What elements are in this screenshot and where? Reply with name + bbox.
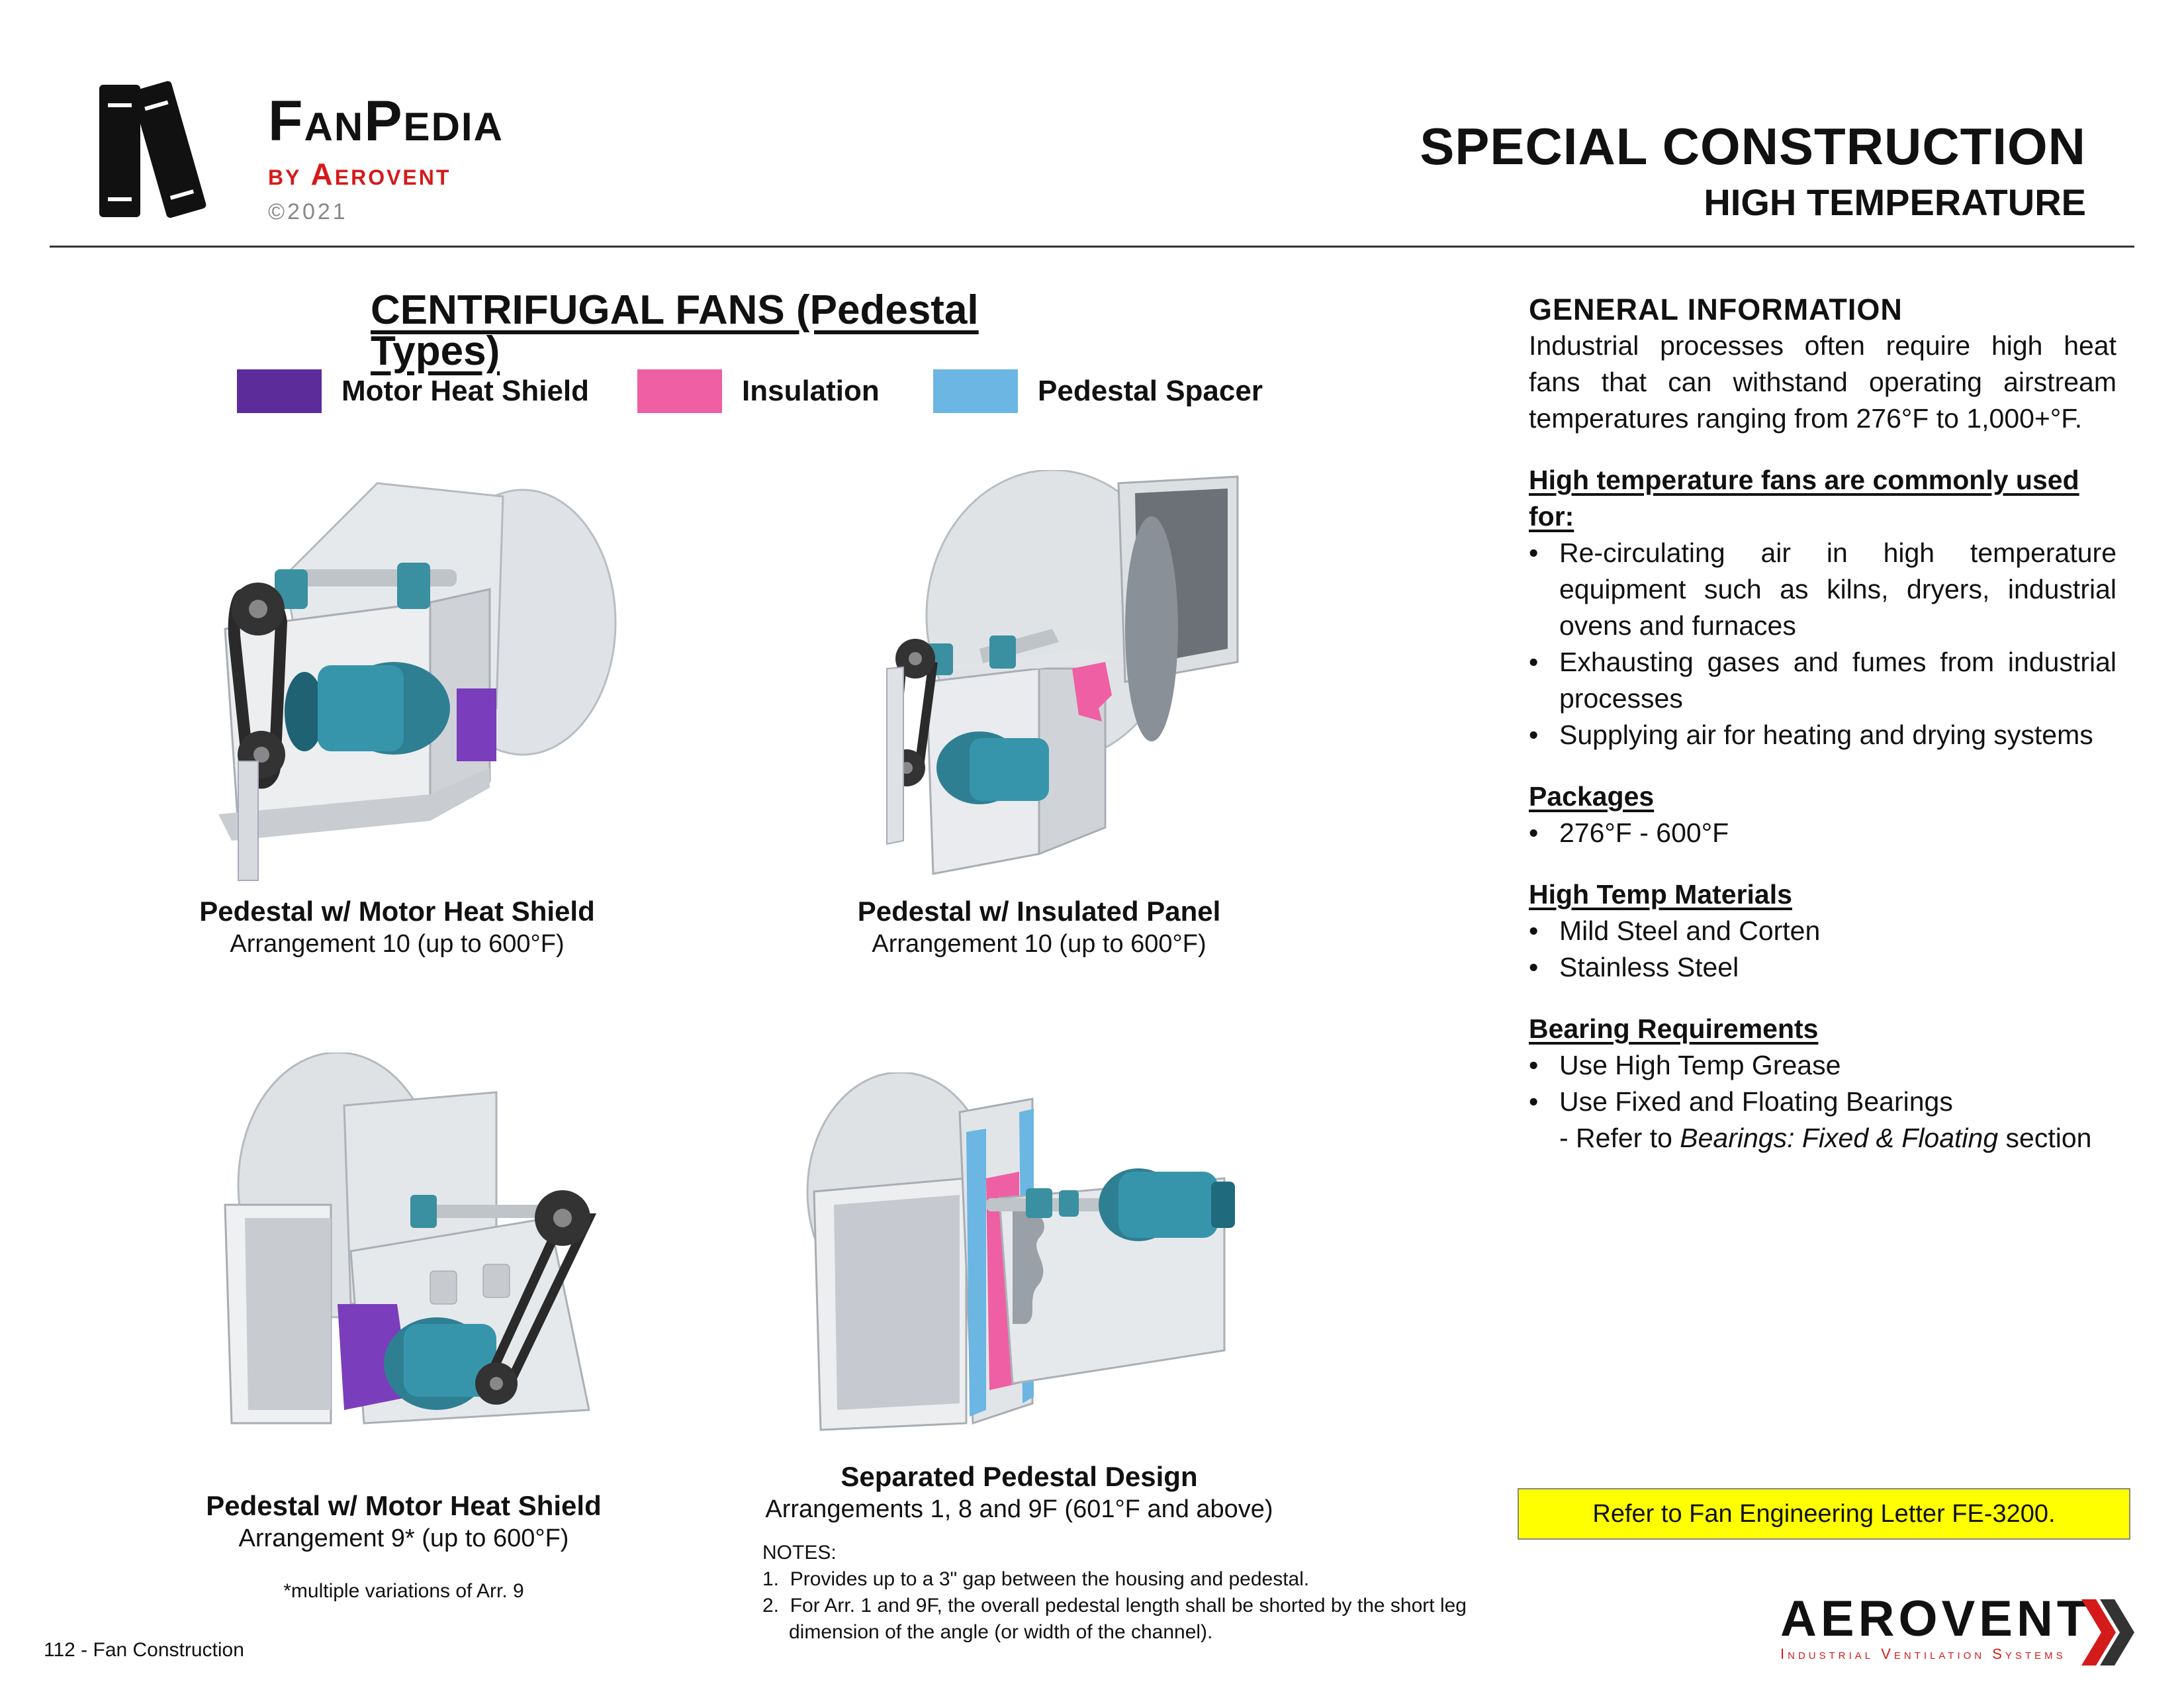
fan-3-title: Pedestal w/ Motor Heat Shield	[206, 1490, 602, 1521]
note-2-cont: dimension of the angle (or width of the channel).	[789, 1621, 1213, 1643]
fan-1-title: Pedestal w/ Motor Heat Shield	[199, 896, 595, 927]
fan-4-subtitle: Arrangements 1, 8 and 9F (601°F and above)	[765, 1495, 1273, 1523]
legend-swatch	[237, 369, 322, 413]
legend-label: Insulation	[742, 375, 880, 407]
packages-heading: Packages	[1529, 781, 1655, 812]
general-info-line: temperatures ranging from 276°F to 1,000+°F.	[1529, 403, 2083, 434]
list-item: • Use Fixed and Floating Bearings	[1529, 1084, 2116, 1120]
books-logo-icon	[96, 78, 235, 224]
legend-swatch	[637, 369, 722, 413]
list-item: • Supplying air for heating and drying systems	[1529, 717, 2116, 753]
fan-2-subtitle: Arrangement 10 (up to 600°F)	[872, 930, 1206, 958]
legend-item-motor-heat-shield	[237, 369, 589, 413]
legend-item-insulation	[637, 369, 880, 413]
fan-arr9-motor-heat-shield-image	[218, 1053, 622, 1450]
refer-letter-box: Refer to Fan Engineering Letter FE-3200.	[1518, 1488, 2130, 1540]
brand-name: FanPedia	[268, 89, 504, 153]
aerovent-logo-text: AEROVENT	[1780, 1591, 2092, 1647]
legend-label: Motor Heat Shield	[341, 375, 590, 407]
note-2: 2. For Arr. 1 and 9F, the overall pedestal length shall be shorted by the short leg	[762, 1595, 1467, 1617]
uses-heading: High temperature fans are commonly used for:	[1529, 465, 2079, 532]
fan-separated-pedestal-image	[801, 1072, 1251, 1443]
fan-arr10-motor-heat-shield-image	[212, 470, 635, 894]
bearing-reference: - Refer to Bearings: Fixed & Floating section	[1559, 1123, 2092, 1153]
list-item: • Stainless Steel	[1529, 949, 2116, 986]
general-info-line: fans that can withstand operating airstream	[1529, 367, 2116, 397]
list-item: • Exhausting gases and fumes from industrial processes	[1529, 644, 2116, 717]
bearing-heading: Bearing Requirements	[1529, 1013, 1819, 1044]
list-item: • Mild Steel and Corten	[1529, 913, 2116, 949]
legend-item-pedestal-spacer	[933, 369, 1263, 413]
materials-heading: High Temp Materials	[1529, 879, 1792, 910]
aerovent-chevron-icon	[2081, 1599, 2134, 1665]
page-footer-label: 112 - Fan Construction	[44, 1639, 244, 1661]
notes-heading: NOTES:	[762, 1542, 837, 1564]
legend-swatch	[933, 369, 1018, 413]
brand-byline: by Aerovent	[268, 157, 451, 191]
fan-4-title: Separated Pedestal Design	[841, 1461, 1198, 1492]
section-title: CENTRIFUGAL FANS (Pedestal Types)	[371, 287, 979, 374]
aerovent-tagline: Industrial Ventilation Systems	[1780, 1646, 2066, 1662]
fan-3-subtitle: Arrangement 9* (up to 600°F)	[238, 1524, 569, 1552]
fan-2-title: Pedestal w/ Insulated Panel	[857, 896, 1221, 927]
page-title: SPECIAL CONSTRUCTION	[1420, 117, 2086, 175]
list-item: • 276°F - 600°F	[1529, 815, 2116, 851]
list-item: • Use High Temp Grease	[1529, 1047, 2116, 1084]
legend-label: Pedestal Spacer	[1038, 375, 1263, 407]
note-1: 1. Provides up to a 3" gap between the housing and pedestal.	[762, 1568, 1310, 1590]
header-divider	[50, 246, 2134, 248]
copyright: ©2021	[268, 199, 348, 224]
general-info-heading: GENERAL INFORMATION	[1529, 293, 1903, 326]
general-info-line: Industrial processes often require high heat	[1529, 330, 2116, 361]
page-subtitle: HIGH TEMPERATURE	[1704, 181, 2086, 223]
fan-1-subtitle: Arrangement 10 (up to 600°F)	[230, 930, 565, 958]
fan-3-footnote: *multiple variations of Arr. 9	[283, 1580, 524, 1602]
fan-arr10-insulated-panel-image	[841, 470, 1264, 887]
list-item: • Re-circulating air in high temperature equipment such as kilns, dryers, industrial ovens and furnaces	[1529, 535, 2116, 644]
general-info-panel	[1529, 291, 2116, 1156]
